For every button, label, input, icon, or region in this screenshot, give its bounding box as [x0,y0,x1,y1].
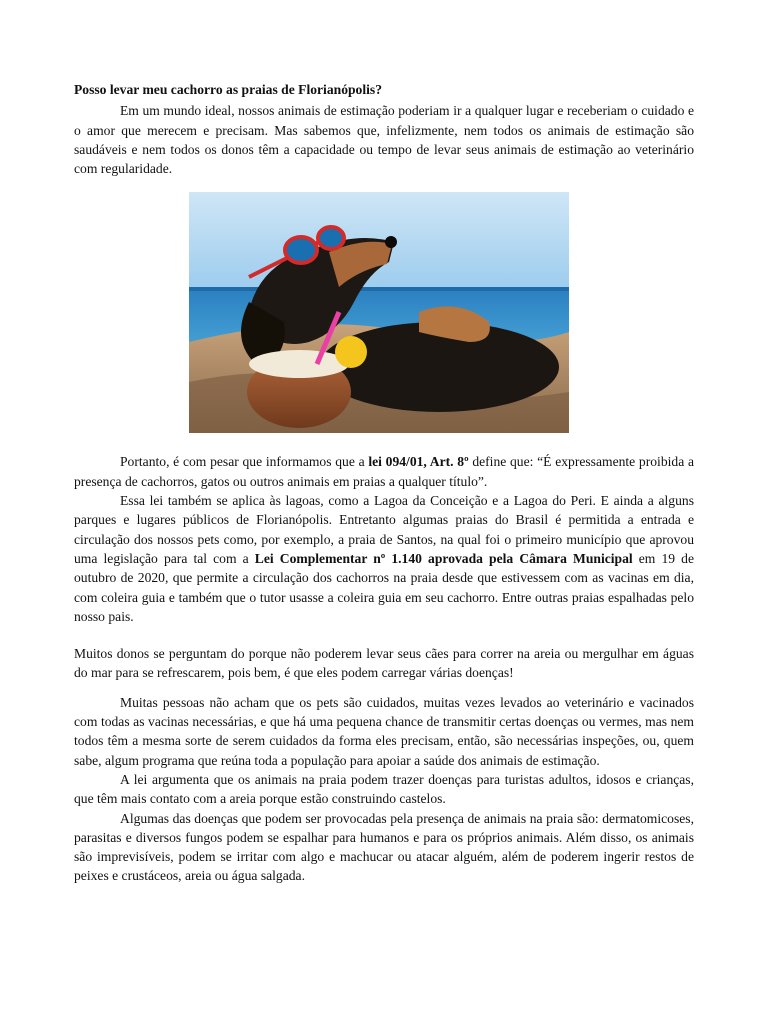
paragraph-lagoons [74,491,694,626]
paragraph-intro: Em um mundo ideal, nossos animais de estimação poderiam ir a qualquer lugar e receberiam o cuidado e o amor que merecem e precisam. Mas sabemos que, infelizmente, nem todos os animais de estimação são saudáveis e nem todos os donos têm a capacidade ou tempo de levar seus animais de estimação ao veterinário com regularidade. [74,103,694,177]
paragraph-argument: A lei argumenta que os animais na praia podem trazer doenças para turistas adultos, idosos e crianças, que têm mais contato com a areia porque estão construindo castelos. [74,771,694,807]
paragraph-law [74,452,694,491]
paragraph-lagoons-text-b: em 19 de outubro de 2020, que permite a circulação dos cachorros na praia desde que estivessem com as vacinas em dia, com coleira guia e também que o tutor usasse a coleira guia em seu cachorro. Entre outras praias espalhadas pelo nosso pais. [74,550,695,624]
paragraph-law-text-a: Portanto, é com pesar que informamos que a [120,454,369,470]
complementary-law-reference: Lei Complementar nº 1.140 aprovada pela Câmara Municipal [254,550,633,566]
law-reference: lei 094/01, Art. 8º [368,454,469,470]
paragraph-care: Muitas pessoas não acham que os pets são cuidados, muitas vezes levados ao veterinário e vacinados com todas as vacinas necessárias, e que há uma pequena chance de transmitir certas doenças ou vermes, mas nem todos têm a mesma sorte de serem cuidados da forma eles precisam, então, são necessárias inspeções, ou, quem sabe, algum programa que reúna toda a população para apoiar a saúde dos animais de estimação. [74,694,694,768]
paragraph-diseases: Algumas das doenças que podem ser provocadas pela presença de animais na praia são: dermatomicoses, parasitas e diversos fungos podem se espalhar para humanos e para os próprios animais. Além disso, os animais são imprevisíveis, podem se irritar com algo e machucar ou atacar alguém, além de poderem ingerir restos de peixes e crustáceos, areia ou água salgada. [74,810,694,884]
document-page [74,80,694,886]
paragraph-lagoons-text-a: Essa lei também se aplica às lagoas, como a Lagoa da Conceição e a Lagoa do Peri. E ainda a alguns parques e lugares públicos de Florianópolis. Entretanto algumas praias do Brasil é permitida a entrada e circulação dos nossos pets como, por exemplo, a praia de Santos, na qual foi o primeiro município que aprovou uma legislação para tal com a [74,493,694,566]
dog-beach-photo [189,192,569,433]
document-title: Posso levar meu cachorro as praias de Florianópolis? [74,82,382,97]
paragraph-owners-question: Muitos donos se perguntam do porque não poderem levar seus cães para correr na areia ou mergulhar em águas do mar para se refrescarem, pois bem, é que eles podem carregar várias doenças! [74,646,694,681]
dog-beach-illustration [189,192,569,433]
paragraph-law-text-b: define que: “É expressamente proibida a presença de cachorros, gatos ou outros animais em praias a qualquer título”. [74,454,694,489]
